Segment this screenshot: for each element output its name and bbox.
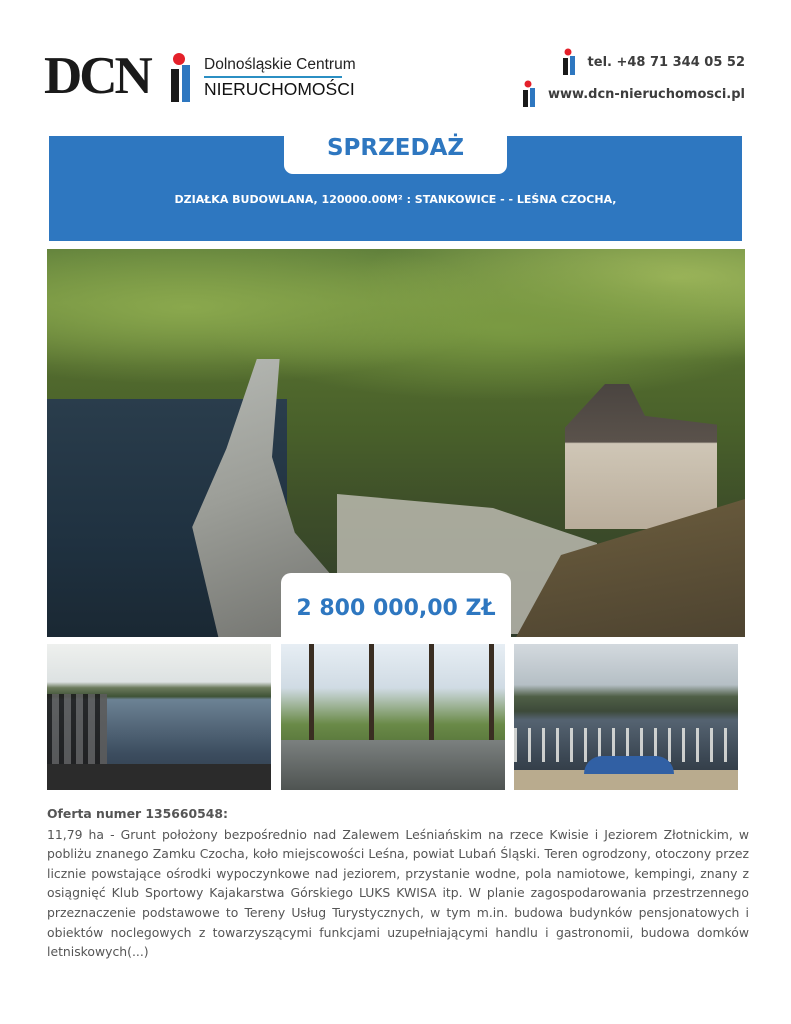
offer-description: 11,79 ha - Grunt położony bezpośrednio nad Zalewem Leśniańskim na rzece Kwisie i Jeziorem Złotnickim, w pobliżu znanego Zamku Czocha, koło miejscowości Leśna, powiat Lubań Śląski. Teren ogrodzony, otoczony przez licznie powstające ośrodki wypoczynkowe nad jeziorem, przystanie wodne, pola namiotowe, kempingi, znany z osiągnięć Klub Sportowy Kajakarstwa Górskiego LUKS KWISA itp. W planie zagospodarowania przestrzennego przeznaczenie podstawowe to Tereny Usług Turystycznych, w tym m.in. budowa budynków pensjonatowych i obiektów noclegowych z towarzyszącymi funkcjami uzupełniającymi handlu i gastronomii, budowa domków letniskowych(...) (47, 826, 749, 960)
dcn-logo (44, 44, 356, 106)
thumbnail-photo-2 (281, 644, 505, 790)
logo-tagline-2: NIERUCHOMOŚCI (204, 79, 355, 99)
dcn-mark-icon (562, 48, 582, 76)
thumbnail-photo-3 (514, 644, 738, 790)
photo-road (281, 740, 505, 790)
dcn-mark-icon (522, 80, 542, 108)
contact-website[interactable] (522, 80, 745, 108)
photo-deck (47, 764, 271, 790)
offer-subtitle: DZIAŁKA BUDOWLANA, 120000.00M² : STANKOWICE - - LEŚNA CZOCHA, (174, 193, 617, 206)
offer-details (47, 804, 749, 962)
photo-marking (584, 756, 674, 774)
price: 2 800 000,00 ZŁ (296, 596, 496, 621)
main-photo (47, 249, 745, 637)
thumbnail-photo-1 (47, 644, 271, 790)
logo-divider (204, 76, 342, 78)
offer-type-title: SPRZEDAŻ (326, 135, 465, 161)
offer-number: Oferta numer 135660548: (47, 806, 228, 821)
title-tab (284, 136, 507, 174)
price-tab (281, 573, 511, 637)
phone-text: tel. +48 71 344 05 52 (587, 54, 745, 70)
logo-tagline-1: Dolnośląskie Centrum (204, 56, 356, 73)
photo-trees (281, 644, 505, 744)
logo-wordmark: DCN (44, 47, 150, 105)
contact-phone (562, 48, 745, 76)
logo-mark-icon (168, 52, 208, 104)
offer-banner (49, 136, 742, 241)
website-link[interactable]: www.dcn-nieruchomosci.pl (548, 86, 745, 102)
